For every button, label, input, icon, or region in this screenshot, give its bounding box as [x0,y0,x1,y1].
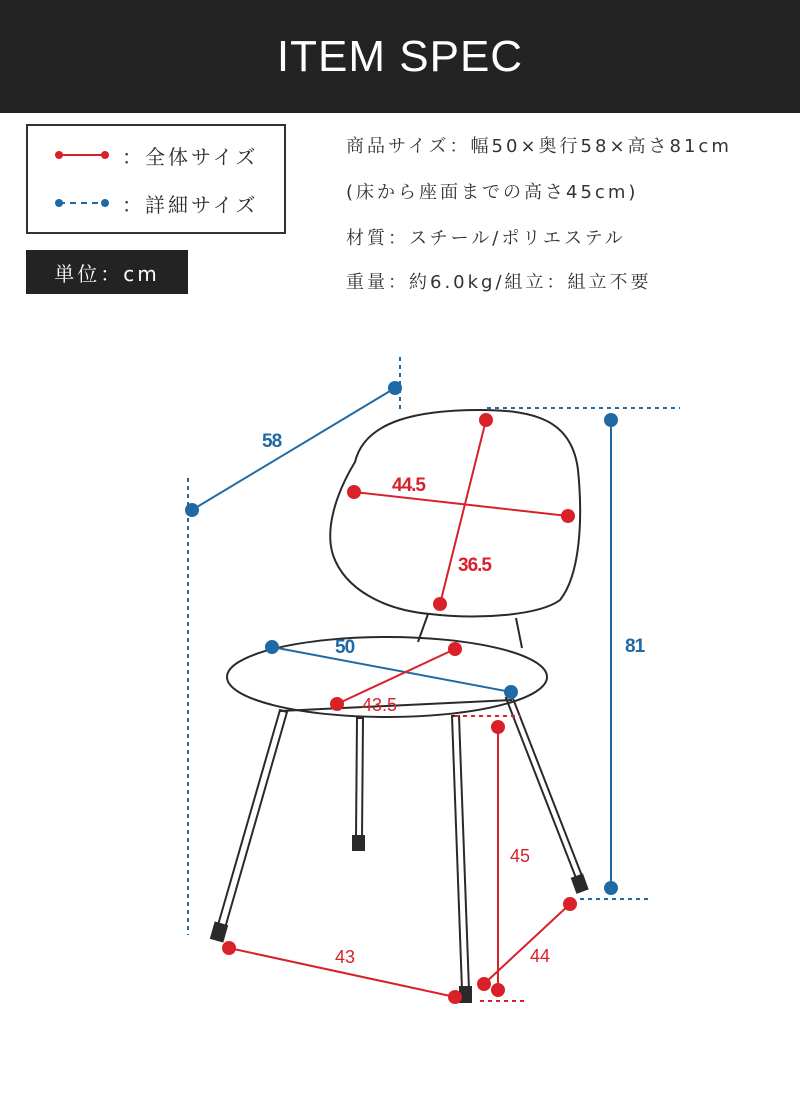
spec-seat-height-note: (床から座面までの高さ45cm) [346,182,639,203]
label-leg-width: 43 [335,947,356,967]
chair-leg-front-left [218,710,287,928]
seat-height-endpoint [492,721,504,733]
label-back-height: 36.5 [458,555,491,576]
height-endpoint [605,882,617,894]
chair-drawing [211,410,587,1002]
spec-size: 商品サイズ：幅50×奥行58×高さ81cm [346,136,732,157]
unit-badge: 単位：cm [26,250,188,294]
seat-width-endpoint [266,641,278,653]
legend-label-detail: ：詳細サイズ [122,192,259,217]
chair-leg-back-left [356,718,363,838]
depth-endpoint [186,504,198,516]
chair-foot-back-right [572,875,587,893]
label-height-overall: 81 [625,636,645,657]
leg-depth-endpoint [478,978,490,990]
spec-material: 材質：スチール/ポリエステル [346,228,626,249]
label-depth-overall: 58 [262,431,282,452]
height-endpoint [605,414,617,426]
seat-width-endpoint [505,686,517,698]
back-height-endpoint [434,598,446,610]
back-width-line [354,492,568,516]
chair-foot-front-right [460,987,471,1002]
depth-line [192,388,395,510]
seat-depth-endpoint [331,698,343,710]
legend-label-overall: ：全体サイズ [122,144,259,169]
label-seat-height: 45 [510,846,531,866]
seat-depth-endpoint [449,643,461,655]
depth-endpoint [389,382,401,394]
label-seat-width: 50 [335,637,355,658]
page-title: ITEM SPEC [276,31,524,81]
spec-weight: 重量：約6.0kg/組立：組立不要 [346,272,652,293]
overall-dimensions [223,414,576,1003]
label-seat-depth: 43.5 [362,695,398,715]
back-height-line [440,420,486,604]
label-back-width: 44.5 [392,475,425,496]
label-leg-depth: 44 [530,946,551,966]
leg-depth-endpoint [564,898,576,910]
detail-dimensions [186,357,680,935]
chair-foot-back-left [353,836,364,850]
leg-width-endpoint [223,942,235,954]
back-width-endpoint [348,486,360,498]
back-width-endpoint [562,510,574,522]
chair-back-strut-right [516,618,522,648]
chair-foot-front-left [211,923,227,942]
back-height-endpoint [480,414,492,426]
leg-depth-line [484,904,570,984]
seat-height-endpoint [492,984,504,996]
leg-width-endpoint [449,991,461,1003]
seat-width-line [272,647,511,692]
chair-leg-front-right [452,716,469,990]
